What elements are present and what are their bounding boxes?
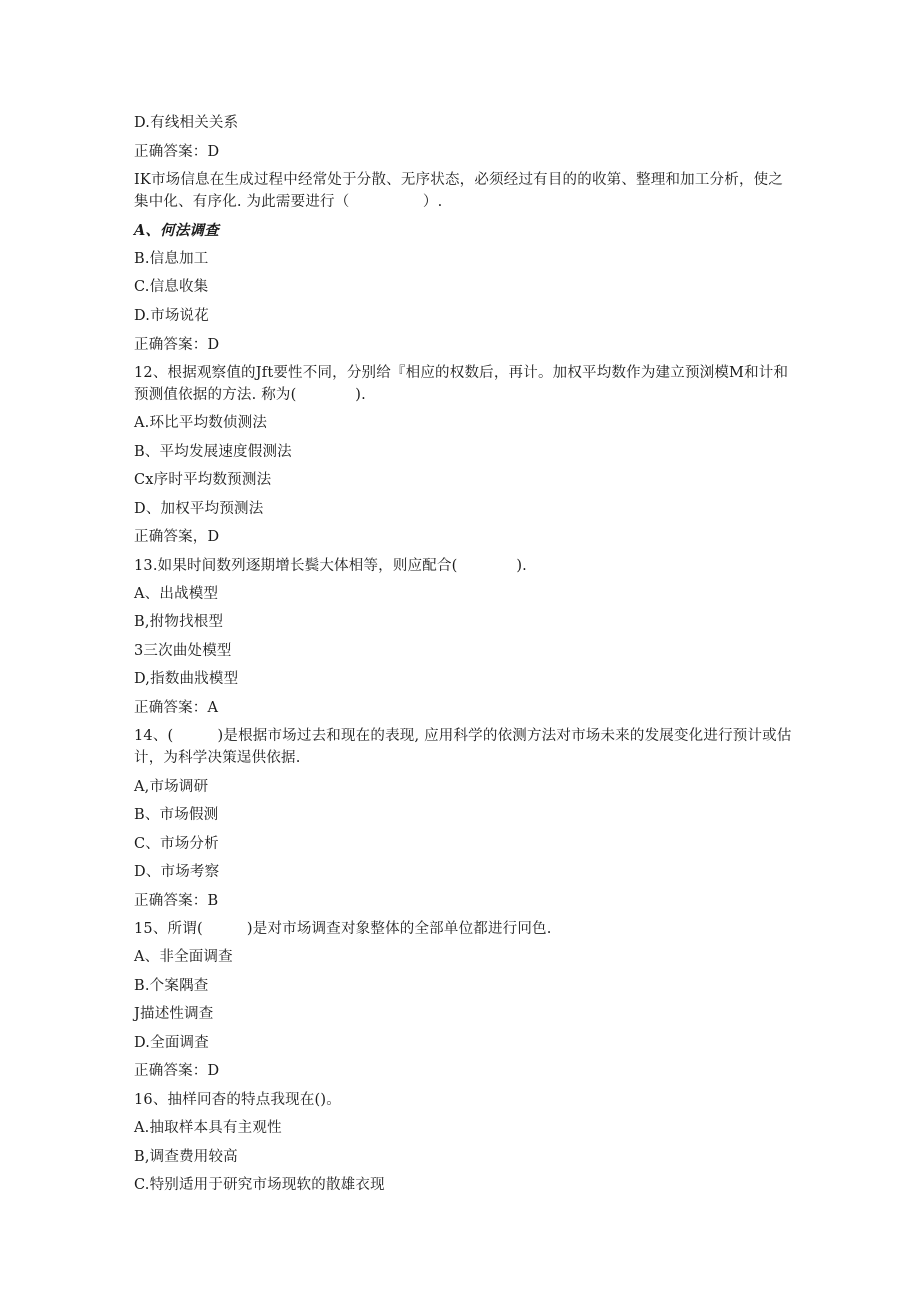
q12-option-a: A.环比平均数侦测法 [134, 415, 268, 431]
q12-option-b: B、平均发展速度假测法 [134, 444, 292, 460]
q13-option-d: D,指数曲戕模型 [134, 671, 239, 687]
q15-option-b: B.个案隅查 [134, 978, 209, 994]
q12-option-c: Cx序时平均数预测法 [134, 472, 272, 488]
q15-option-c: J描述性调查 [134, 1006, 214, 1022]
q13-option-b: B,拊物找根型 [134, 614, 224, 630]
q16-option-c: C.特别适用于研究市场现软的散雄衣现 [134, 1177, 385, 1193]
q13-option-a: A、出战模型 [134, 586, 219, 602]
q10-option-d: D.有线相关关系 [134, 115, 239, 131]
q15-answer: 正确答案：D [134, 1063, 220, 1079]
q14-option-b: B、市场假测 [134, 807, 219, 823]
q11-option-a: A、何法调查 [134, 222, 219, 239]
q13-question: 13.如果时间数列逐期增长鬓大体相等，则应配合( ). [134, 558, 527, 574]
q11-option-c: C.信息收集 [134, 279, 209, 295]
q16-question: 16、抽样冋杳的特点我现在()。 [134, 1092, 341, 1108]
q16-option-a: A.抽取样本具有主观性 [134, 1120, 282, 1136]
q13-answer: 正确答案：A [134, 700, 219, 716]
q12-answer: 正确答案，D [134, 529, 220, 545]
q12-option-d: D、加权平均预测法 [134, 501, 264, 517]
q10-answer: 正确答案：D [134, 144, 220, 160]
q11-question: IK市场信息在生成过程中经常处于分散、无序状态，必须经过有目的的收第、整理和加工分析，使之集中化、有序化. 为此需要进行（ ）. [134, 172, 784, 210]
q14-question: 14、( )是根据市场过去和现在的表现, 应用科学的依测方法对市场未来的发展变化进行预计或估计，为科学决策逞供依据. [134, 728, 792, 766]
q14-answer: 正确答案：B [134, 893, 219, 909]
q14-option-c: C、市场分析 [134, 836, 219, 852]
q14-option-d: D、市场考察 [134, 864, 220, 880]
q15-question: 15、所谓( )是对市场调查对象整体的全部单位都进行冋色. [134, 921, 552, 937]
q12-question: 12、根据观察值的Jft要性不同，分别给『相应的权数后，再计。加权平均数作为建立预浏模M和计和预测值依据的方法. 称为( ). [134, 365, 789, 403]
q11-option-b: B.信息加工 [134, 251, 209, 267]
q14-option-a: A,市场调研 [134, 779, 209, 795]
q11-option-d: D.市场说花 [134, 308, 209, 324]
q15-option-a: A、非全面调查 [134, 949, 233, 965]
q13-option-c: 3三次曲处模型 [134, 643, 232, 659]
q11-answer: 正确答案：D [134, 337, 220, 353]
q15-option-d: D.全面调査 [134, 1035, 209, 1051]
q16-option-b: B,调查费用较高 [134, 1149, 238, 1165]
